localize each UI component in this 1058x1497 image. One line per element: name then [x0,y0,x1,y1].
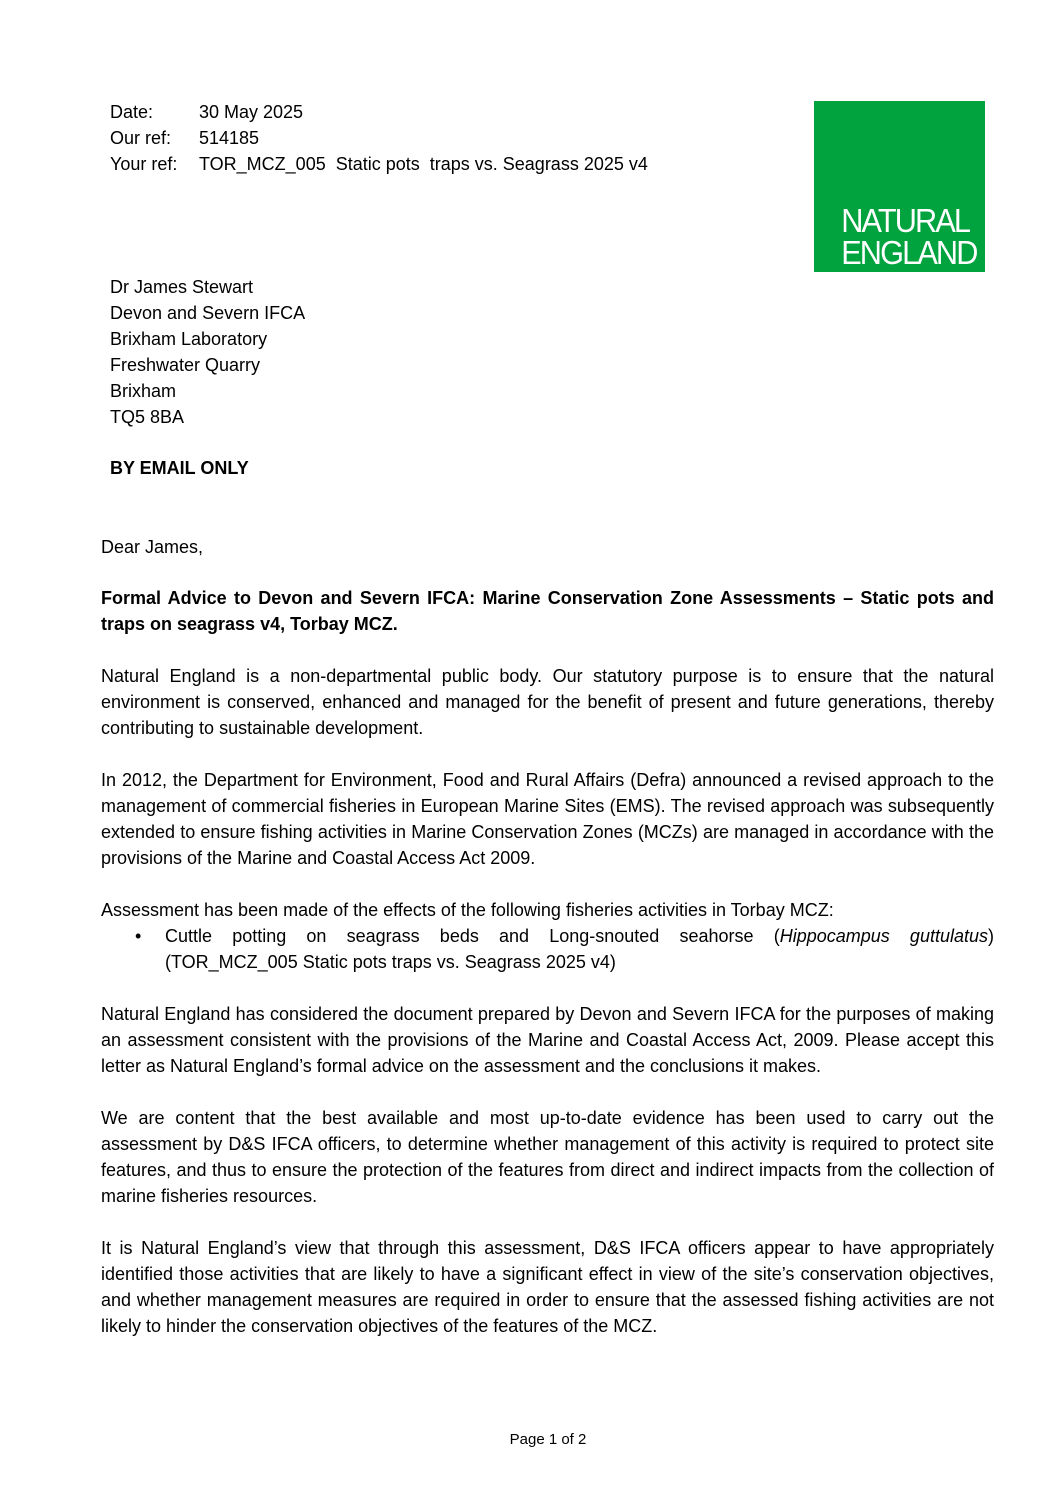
date-row [110,99,648,125]
address-line: TQ5 8BA [110,407,185,427]
bullet-text: Cuttle potting on seagrass beds and Long-snouted seahorse ( [165,926,780,946]
body-paragraph: Assessment has been made of the effects of the following fisheries activities in Torbay MCZ: [101,900,834,920]
list-item [101,923,994,975]
body-paragraph: In 2012, the Department for Environment, Food and Rural Affairs (Defra) announced a revised approach to the management of commercial fisheries in European Marine Sites (EMS). The revised approach was subsequently extended to ensure fishing activities in Marine Conservation Zones (MCZs) are managed in accordance with the provisions of the Marine and Coastal Access Act 2009. [101,770,994,868]
bullet-text-end: ) [988,926,994,946]
recipient-address [110,274,305,430]
salutation: Dear James, [101,537,204,557]
activity-list [101,923,994,975]
address-line: Brixham [110,381,177,401]
date-value: 30 May 2025 [199,102,304,122]
our-ref-value: 514185 [199,128,260,148]
your-ref-value: TOR_MCZ_005 Static pots traps vs. Seagrass 2025 v4 [199,154,648,174]
our-ref-label: Our ref: [110,128,172,148]
natural-england-logo [814,101,985,272]
reference-block [110,99,648,177]
address-line: Dr James Stewart [110,277,254,297]
bullet-icon: • [135,926,142,946]
species-name: Hippocampus guttulatus [779,926,988,946]
logo-text [841,202,977,271]
date-label: Date: [110,102,154,122]
body-paragraph: Natural England is a non-departmental public body. Our statutory purpose is to ensure that the natural environment is conserved, enhanced and managed for the benefit of present and future generations, thereby contributing to sustainable development. [101,666,994,738]
address-line: Brixham Laboratory [110,329,268,349]
address-line: Devon and Severn IFCA [110,303,306,323]
subject-heading: Formal Advice to Devon and Severn IFCA: Marine Conservation Zone Assessments – Static pots and traps on seagrass v4, Torbay MCZ. [101,588,994,634]
our-ref-row [110,125,648,151]
address-line: Freshwater Quarry [110,355,261,375]
delivery-note: BY EMAIL ONLY [110,458,249,478]
logo-line-2: ENGLAND [841,234,977,271]
your-ref-row [110,151,648,177]
logo-line-1: NATURAL [841,202,970,239]
letter-body [101,585,994,1365]
bullet-line-2: (TOR_MCZ_005 Static pots traps vs. Seagrass 2025 v4) [165,952,616,972]
page-number: Page 1 of 2 [509,1431,587,1448]
your-ref-label: Your ref: [110,154,178,174]
body-paragraph: It is Natural England’s view that through this assessment, D&S IFCA officers appear to have appropriately identified those activities that are likely to have a significant effect in view of the site’s conservation objectives, and whether management measures are required in order to ensure that the assessed fishing activities are not likely to hinder the conservation objectives of the features of the MCZ. [101,1238,994,1336]
body-paragraph: We are content that the best available and most up-to-date evidence has been used to carry out the assessment by D&S IFCA officers, to determine whether management of this activity is required to protect site features, and thus to ensure the protection of the features from direct and indirect impacts from the collection of marine fisheries resources. [101,1108,994,1206]
bullet-line-1 [165,923,994,949]
body-paragraph: Natural England has considered the document prepared by Devon and Severn IFCA for the purposes of making an assessment consistent with the provisions of the Marine and Coastal Access Act, 2009. Please accept this letter as Natural England’s formal advice on the assessment and the conclusions it makes. [101,1004,994,1076]
